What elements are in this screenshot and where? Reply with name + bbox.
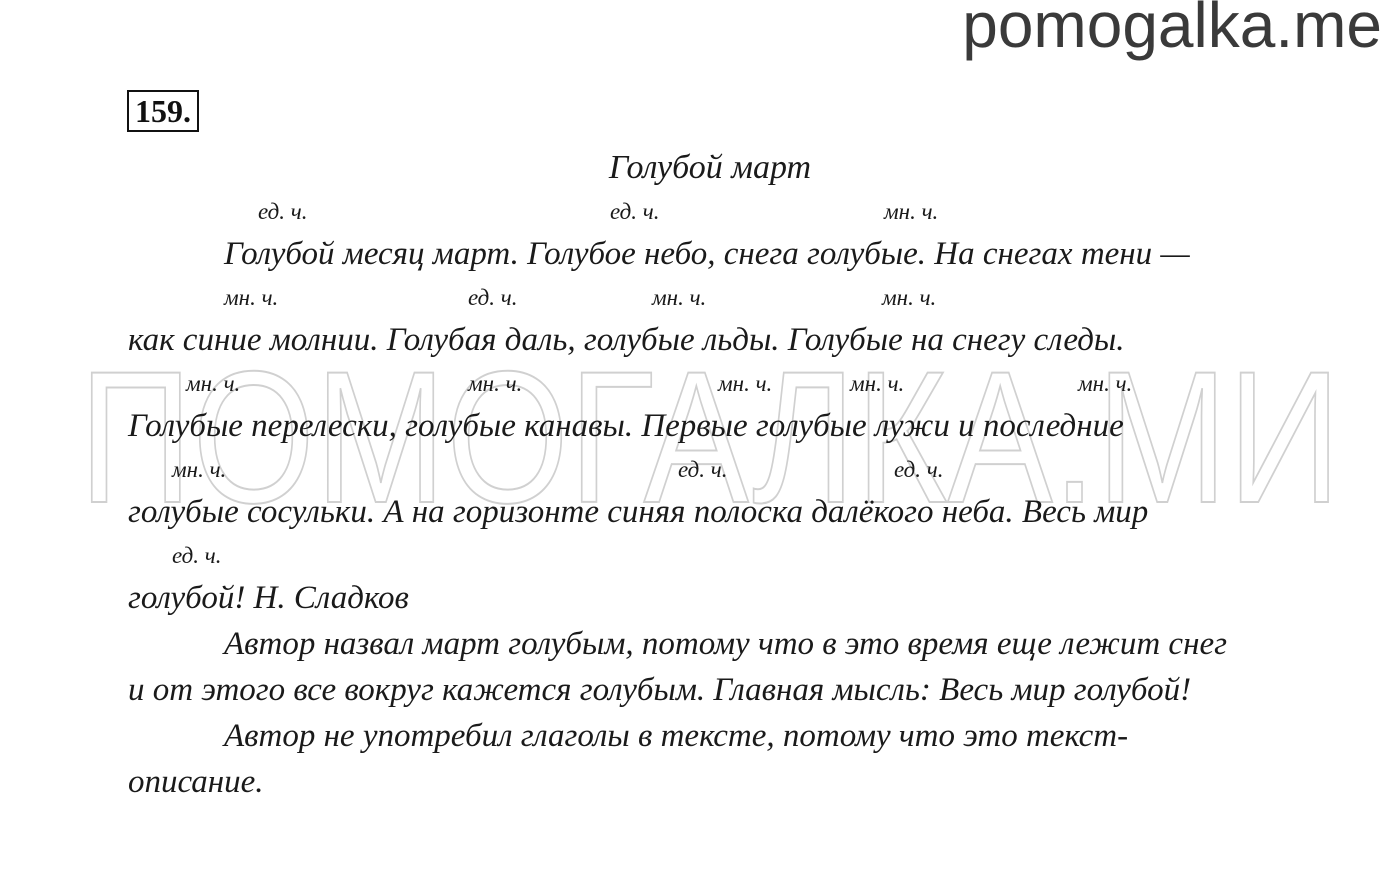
grammar-annotation: мн. ч. — [652, 285, 707, 310]
answer-line: Автор не употребил глаголы в тексте, потому что это текст- — [224, 718, 1129, 754]
text-line: голубые сосульки. А на горизонте синяя полоска далёкого неба. Весь мир — [128, 494, 1149, 530]
grammar-annotation: ед. ч. — [894, 457, 944, 482]
grammar-annotation: ед. ч. — [258, 199, 308, 224]
text-line: Голубой месяц март. Голубое небо, снега голубые. На снегах тени — — [224, 236, 1190, 272]
grammar-annotation: мн. ч. — [850, 371, 905, 396]
grammar-annotation: мн. ч. — [884, 199, 939, 224]
grammar-annotation: мн. ч. — [186, 371, 241, 396]
grammar-annotation: мн. ч. — [172, 457, 227, 482]
grammar-annotation: ед. ч. — [172, 543, 222, 568]
text-title: Голубой март — [608, 149, 812, 186]
text-line: Голубые перелески, голубые канавы. Первые голубые лужи и последние — [128, 408, 1124, 444]
answer-line: Автор назвал март голубым, потому что в это время еще лежит снег — [224, 626, 1227, 662]
exercise-number: 159. — [127, 90, 199, 132]
grammar-annotation: мн. ч. — [718, 371, 773, 396]
text-line: голубой! Н. Сладков — [128, 580, 409, 616]
site-logo: pomogalka.me — [962, 0, 1382, 61]
grammar-annotation: ед. ч. — [610, 199, 660, 224]
watermark-text: ПОМОГАЛКА.МИ — [79, 352, 1341, 522]
grammar-annotation: мн. ч. — [1078, 371, 1133, 396]
grammar-annotation: ед. ч. — [468, 285, 518, 310]
grammar-annotation: мн. ч. — [882, 285, 937, 310]
text-line: как синие молнии. Голубая даль, голубые льды. Голубые на снегу следы. — [128, 322, 1125, 358]
answer-line: и от этого все вокруг кажется голубым. Главная мысль: Весь мир голубой! — [128, 672, 1192, 708]
grammar-annotation: ед. ч. — [678, 457, 728, 482]
grammar-annotation: мн. ч. — [468, 371, 523, 396]
answer-line: описание. — [128, 764, 264, 800]
grammar-annotation: мн. ч. — [224, 285, 279, 310]
